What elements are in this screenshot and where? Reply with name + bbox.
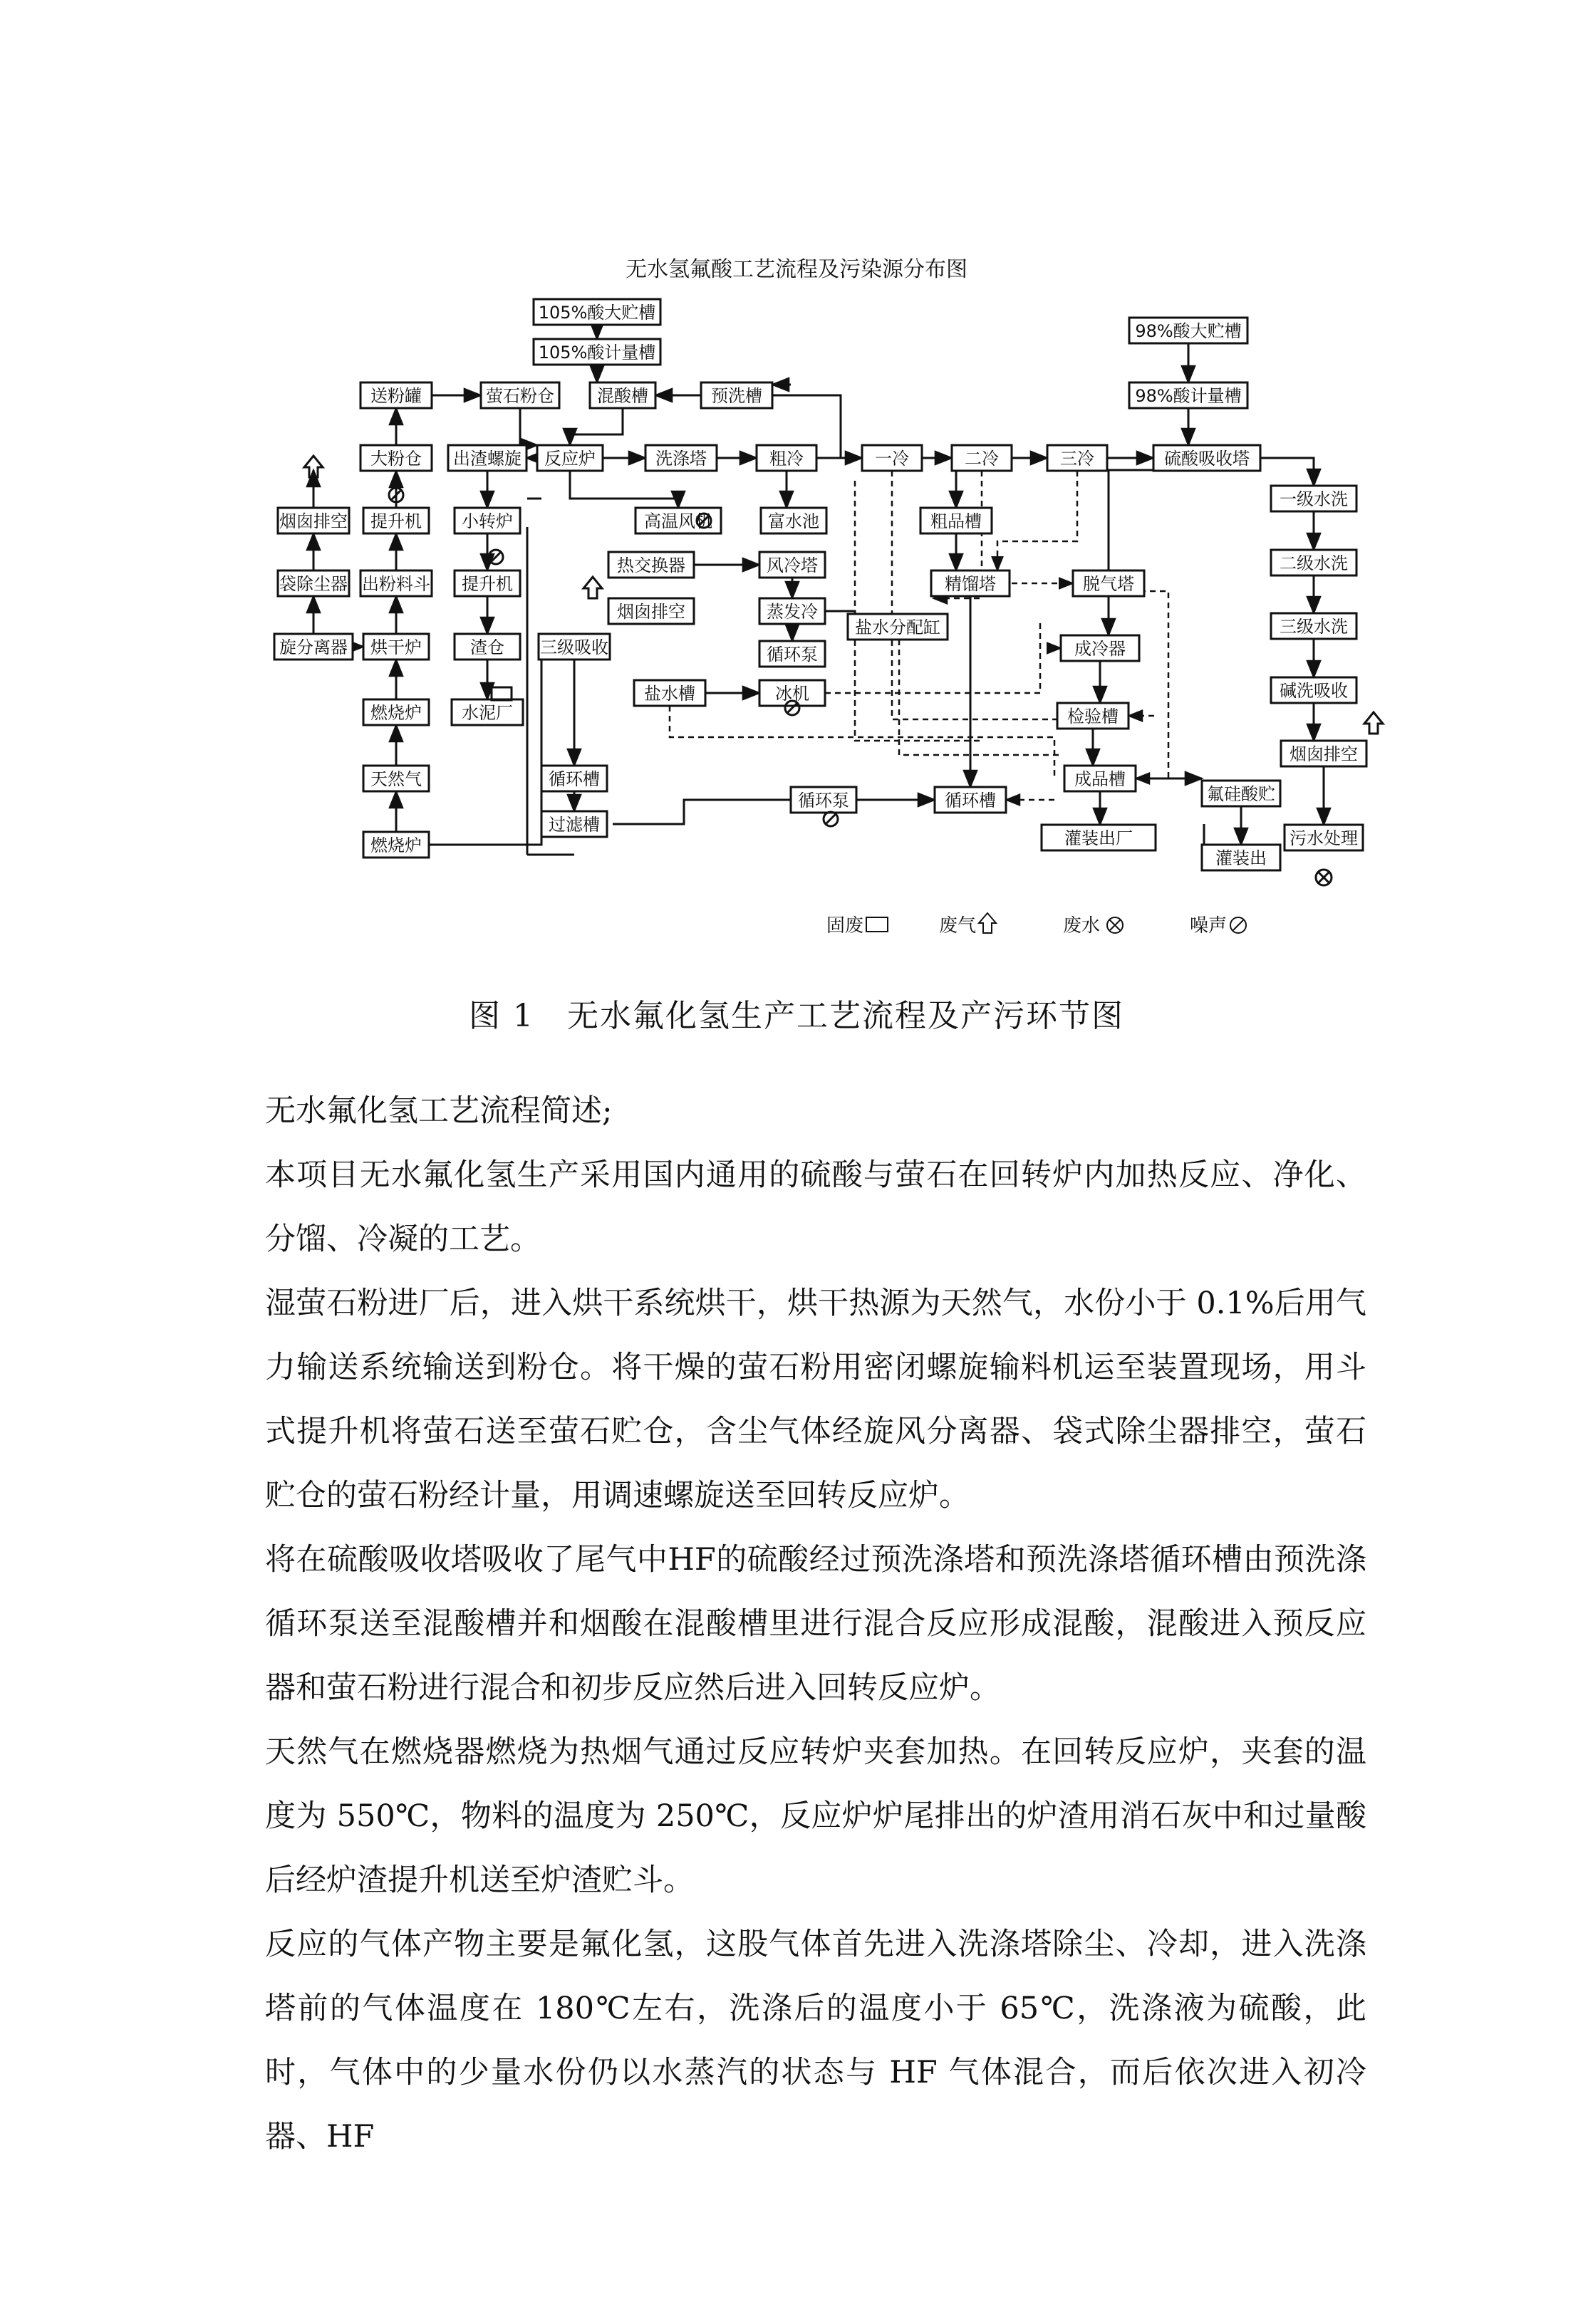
node-label: 二冷 xyxy=(965,449,999,469)
node-label: 循环槽 xyxy=(549,769,600,789)
node-label: 二级水洗 xyxy=(1280,553,1348,573)
node-hf-acid xyxy=(1202,781,1280,806)
node-big-bin xyxy=(360,445,432,471)
node-label: 冰机 xyxy=(775,684,809,704)
node-label: 脱气塔 xyxy=(1083,574,1134,594)
node-label: 循环泵 xyxy=(798,791,849,811)
flow-line xyxy=(570,471,678,508)
node-circ-pump2 xyxy=(791,787,856,813)
node-label: 燃烧炉 xyxy=(370,703,422,723)
node-label: 大粉仓 xyxy=(370,449,422,469)
solid-waste-icon xyxy=(866,917,888,932)
node-stack2 xyxy=(608,598,694,624)
node-elevator1 xyxy=(363,508,429,533)
node-coarse-out xyxy=(360,570,432,596)
node-reactor xyxy=(537,445,603,471)
node-filter-tank xyxy=(541,811,607,837)
node-crude-tank xyxy=(920,508,992,533)
node-label: 水泥厂 xyxy=(462,703,513,723)
paragraph-1: 本项目无水氟化氢生产采用国内通用的硫酸与萤石在回转炉内加热反应、净化、分馏、冷凝的工艺。 xyxy=(265,1157,1366,1257)
node-rectify xyxy=(931,570,1010,596)
node-wind-cool xyxy=(759,552,825,578)
node-condenser xyxy=(1061,635,1139,661)
node-powder-feed xyxy=(360,382,432,408)
node-label: 检验槽 xyxy=(1067,707,1119,726)
node-label: 烟囱排空 xyxy=(617,602,685,622)
flow-line xyxy=(520,408,537,445)
node-label: 灌装出厂 xyxy=(1064,828,1133,848)
waste-water-icon xyxy=(1316,870,1332,885)
dashed-flow-line xyxy=(997,471,1077,570)
node-label: 成冷器 xyxy=(1074,639,1126,659)
waste-gas-icon xyxy=(583,577,602,598)
node-label: 三级水洗 xyxy=(1280,617,1348,637)
node-label: 98%酸计量槽 xyxy=(1135,386,1242,406)
flow-line xyxy=(613,800,791,824)
node-pre-wash xyxy=(701,382,772,408)
node-check-tank xyxy=(1057,703,1128,729)
node-crude-cool xyxy=(757,445,816,471)
node-cement xyxy=(452,699,523,725)
node-label: 高温风机 xyxy=(644,511,712,531)
diagram-legend xyxy=(826,913,1246,937)
legend-waste-water: 废水 xyxy=(1063,915,1101,937)
node-degas xyxy=(1073,570,1144,596)
node-label: 粗冷 xyxy=(769,449,804,469)
node-label: 富水池 xyxy=(768,511,819,531)
node-label: 98%酸大贮槽 xyxy=(1135,321,1242,341)
node-burner1 xyxy=(363,699,429,725)
node-label: 一冷 xyxy=(875,449,909,469)
node-bag-filter xyxy=(278,570,349,596)
node-brine-dist xyxy=(848,614,948,640)
node-alkali xyxy=(1271,677,1356,703)
node-cool2 xyxy=(952,445,1012,471)
flow-line xyxy=(570,408,623,445)
node-label: 粗品槽 xyxy=(930,511,982,531)
node-label: 三级吸收 xyxy=(540,637,608,657)
node-label: 盐水槽 xyxy=(644,684,695,704)
node-circ-pump1 xyxy=(759,641,825,667)
node-label: 送粉罐 xyxy=(370,386,422,406)
node-hot-fan xyxy=(635,508,721,533)
node-wash3 xyxy=(1271,613,1356,639)
legend-waste-gas: 废气 xyxy=(939,915,977,937)
noise-icon xyxy=(489,550,503,564)
node-wash2 xyxy=(1271,550,1356,575)
node-label: 污水处理 xyxy=(1290,828,1358,848)
node-label: 提升机 xyxy=(462,574,513,594)
node-label: 一级水洗 xyxy=(1280,489,1348,509)
node-label: 烘干炉 xyxy=(370,637,422,657)
node-water-pool xyxy=(761,508,826,533)
legend-noise: 噪声 xyxy=(1190,915,1228,937)
node-pack2 xyxy=(1202,845,1280,870)
paragraph-heading: 无水氟化氢工艺流程简述; xyxy=(265,1093,613,1129)
node-label: 萤石粉仓 xyxy=(486,386,554,406)
node-label: 烟囱排空 xyxy=(1290,744,1358,764)
node-label: 燃烧炉 xyxy=(370,835,422,855)
node-stack1 xyxy=(278,508,349,533)
dashed-flow-line xyxy=(1136,591,1168,778)
node-absorb3 xyxy=(539,634,610,660)
node-stack3 xyxy=(1281,741,1366,766)
node-scrubber xyxy=(645,445,717,471)
node-pack1 xyxy=(1042,825,1156,850)
node-label: 105%酸计量槽 xyxy=(538,343,656,363)
paragraph-5: 反应的气体产物主要是氟化氢，这股气体首先进入洗涤塔除尘、冷却，进入洗涤塔前的气体温度在 180℃左右，洗涤后的温度小于 65℃，洗涤液为硫酸，此时，气体中的少量水份仍以水蒸汽的状态与 HF 气体混合，而后依次进入初冷器、HF xyxy=(265,1927,1366,2154)
node-label: 预洗槽 xyxy=(711,386,762,406)
node-label: 蒸发冷 xyxy=(767,602,818,622)
noise-icon xyxy=(824,812,838,826)
paragraph-4: 天然气在燃烧器燃烧为热烟气通过反应转炉夹套加热。在回转反应炉，夹套的温度为 550℃，物料的温度为 250℃，反应炉炉尾排出的炉渣用消石灰中和过量酸后经炉渣提升机送至炉渣贮斗。 xyxy=(265,1734,1366,1898)
node-natgas xyxy=(363,766,429,791)
waste-gas-icon xyxy=(1364,712,1383,734)
solid-waste-icon xyxy=(492,687,512,700)
node-acid98-meter xyxy=(1129,382,1247,408)
node-cool1 xyxy=(862,445,922,471)
node-label: 成品槽 xyxy=(1074,769,1126,789)
waste-water-icon xyxy=(1107,917,1123,933)
paragraph-2: 湿萤石粉进厂后，进入烘干系统烘干，烘干热源为天然气，水份小于 0.1%后用气力输送系统输送到粉仓。将干燥的萤石粉用密闭螺旋输料机运至装置现场，用斗式提升机将萤石送至萤石贮仓，含尘气体经旋风分离器、袋式除尘器排空，萤石贮仓的萤石粉经计量，用调速螺旋送至回转反应炉。 xyxy=(265,1286,1366,1513)
node-label: 过滤槽 xyxy=(549,815,600,835)
node-h2so4-absorb xyxy=(1153,445,1260,471)
node-label: 循环槽 xyxy=(945,791,996,811)
node-small-furnace xyxy=(455,508,520,533)
node-fluorite-bin xyxy=(481,382,559,408)
dashed-flow-line xyxy=(670,706,1054,778)
legend-solid-waste: 固废 xyxy=(826,915,864,937)
node-label: 硫酸吸收塔 xyxy=(1164,449,1250,469)
node-heat-ex xyxy=(608,552,694,578)
node-dryer xyxy=(363,634,429,660)
node-product-tank xyxy=(1064,766,1136,791)
body-text xyxy=(265,1079,1366,2169)
node-label: 提升机 xyxy=(370,511,422,531)
node-brine-tank xyxy=(634,680,705,706)
node-sewage xyxy=(1285,825,1363,850)
paragraph-3: 将在硫酸吸收塔吸收了尾气中HF的硫酸经过预洗涤塔和预洗涤塔循环槽由预洗涤循环泵送至混酸槽并和烟酸在混酸槽里进行混合反应形成混酸，混酸进入预反应器和萤石粉进行混合和初步反应然后进入回转反应炉。 xyxy=(265,1542,1366,1706)
process-flow-diagram xyxy=(0,0,1593,947)
diagram-title: 无水氢氟酸工艺流程及污染源分布图 xyxy=(626,257,967,282)
node-label: 小转炉 xyxy=(462,511,513,531)
node-label: 洗涤塔 xyxy=(655,449,707,469)
node-chiller xyxy=(759,680,825,706)
node-label: 精馏塔 xyxy=(945,574,996,594)
node-label: 出粉料斗 xyxy=(362,574,430,594)
node-label: 混酸槽 xyxy=(597,386,648,406)
node-screw-out xyxy=(448,445,526,471)
node-label: 反应炉 xyxy=(544,449,596,469)
figure-caption: 图 1 无水氟化氢生产工艺流程及产污环节图 xyxy=(469,998,1124,1034)
node-label: 氟硅酸贮 xyxy=(1207,784,1275,804)
node-label: 烟囱排空 xyxy=(279,511,348,531)
node-label: 渣仓 xyxy=(470,637,504,657)
node-acid105-tank xyxy=(534,299,660,325)
node-label: 出渣螺旋 xyxy=(453,449,522,469)
node-label: 碱洗吸收 xyxy=(1280,681,1348,701)
node-label: 105%酸大贮槽 xyxy=(538,303,656,323)
node-acid98-tank xyxy=(1129,318,1247,343)
node-mix-acid xyxy=(590,382,655,408)
node-cyclone xyxy=(274,634,353,660)
node-label: 盐水分配缸 xyxy=(855,618,940,637)
node-burner2 xyxy=(363,832,429,858)
node-acid105-meter xyxy=(534,339,660,365)
waste-gas-icon xyxy=(979,913,996,933)
node-circ-tank2 xyxy=(935,787,1006,813)
node-steam-cool xyxy=(759,598,825,624)
noise-icon xyxy=(1230,917,1246,933)
node-label: 三冷 xyxy=(1060,449,1094,469)
node-label: 旋分离器 xyxy=(279,637,348,657)
node-cool3 xyxy=(1047,445,1107,471)
node-label: 热交换器 xyxy=(617,556,685,575)
flow-line xyxy=(1260,458,1314,486)
node-wash1 xyxy=(1271,486,1356,511)
node-label: 袋除尘器 xyxy=(279,574,348,594)
node-circ-tank xyxy=(541,766,607,791)
flow-line xyxy=(1109,470,1154,570)
node-slag-bin xyxy=(455,634,520,660)
node-label: 灌装出 xyxy=(1215,848,1267,868)
node-label: 风冷塔 xyxy=(767,556,818,575)
flow-line xyxy=(527,527,574,855)
node-label: 天然气 xyxy=(370,769,422,789)
node-elevator2 xyxy=(455,570,520,596)
node-label: 循环泵 xyxy=(767,645,818,665)
